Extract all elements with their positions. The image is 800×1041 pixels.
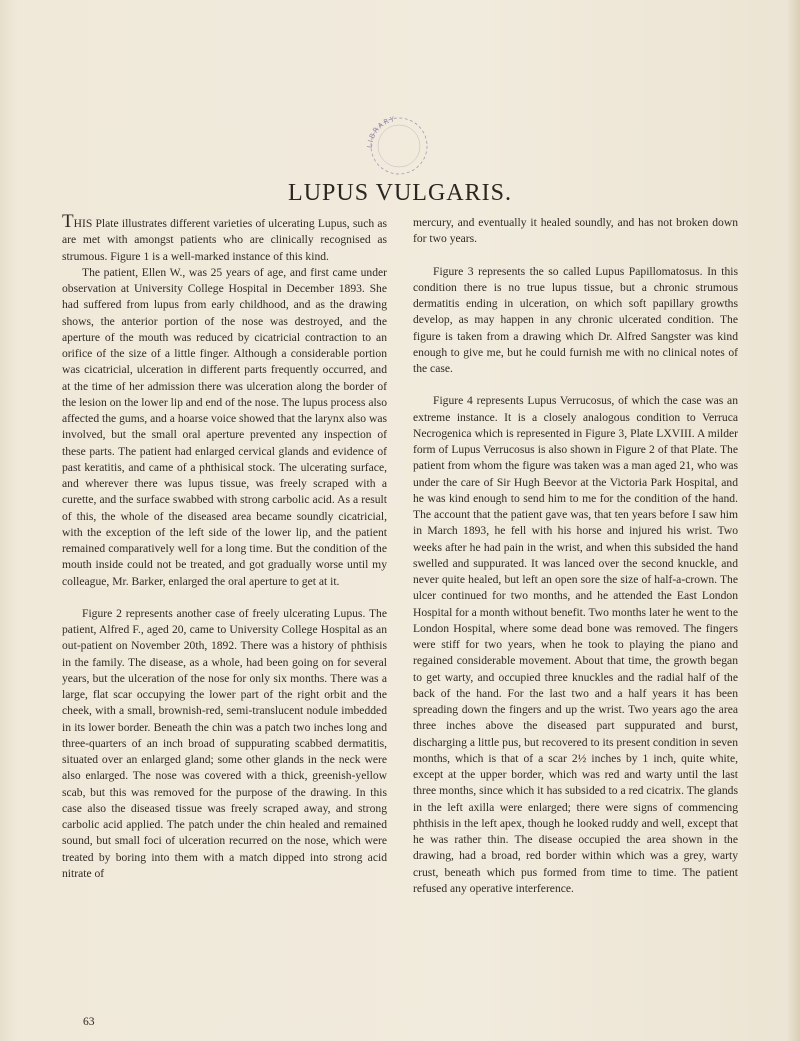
paragraph-figure-4: Figure 4 represents Lupus Verrucosus, of which the case was an extreme instance. It is a closely analogous condition to Verruca Necrogenica which is represented in Figure 3, Plate LXVIII. A milder form of Lupus Verrucosus is also shown in Figure 2 of that Plate. The patient from whom the figure was taken was a man aged 21, who was under the care of Sir Hugh Beevor at the Victoria Park Hospital, and he was kind enough to send him to me for the condition of the hand. The account that the patient gave was, that ten years before I saw him in March 1893, he fell with his horse and injured his wrist. Two weeks after he had pain in the wrist, and when this subsided the hand swelled and suppurated. It was lanced over the second knuckle, and never quite healed, but left an open sore the size of half-a-crown. The ulcer continued for two months, and he attended the East London Hospital for a month without benefit. Two months later he went to the London Hospital, where some dead bone was removed. The fingers were stiff for two years, when he took to playing the piano and regained considerable movement. About that time, the growth began to get warty, and occupied three knuckles and the radial half of the back of the hand. For the last two and a half years it has been spreading down the fingers and up the wrist. Two years ago the area three inches above the diseased part suppurated and burst, discharging a little pus, but recovered to its present condition in seven months, which is that of a scar 2½ inches by 1 inch, quite white, except at the upper border, which was red and warty until the last three months, since which it has subsided to a red cicatrix. The glands in the left axilla were enlarged; there were signs of commencing phthisis in the left apex, though he looked ruddy and well, except that he was rather thin. The disease occupied the area shown in the drawing, had a broad, red border within which was a grey, warty crust, beneath which pus formed from time to time. The patient refused any operative interference. [413, 394, 738, 895]
drop-cap: T [62, 211, 74, 232]
intro-paragraph [62, 211, 387, 265]
library-stamp-icon [362, 108, 436, 180]
left-column [62, 211, 387, 882]
paragraph-continuation: mercury, and eventually it healed soundly, and has not broken down for two years. [413, 216, 738, 246]
right-column [413, 215, 738, 897]
intro-text: HIS Plate illustrates different varieties of ulcerating Lupus, such as are met with amongst patients who are clinically recognised as strumous. Figure 1 is a well-marked instance of this kind. [62, 217, 387, 263]
stamp-text: LIBRARY [365, 115, 397, 149]
paragraph-figure-1: The patient, Ellen W., was 25 years of age, and first came under observation at University College Hospital in December 1893. She had suffered from lupus from early childhood, and as the drawing shows, the anterior portion of the nose was destroyed, and the aperture of the mouth was reduced by cicatricial contraction to an orifice of the size of a little finger. Although a considerable portion was cicatricial, ulceration in different parts frequently occurred, and at the time of her admission there was ulceration along the border of the lesion on the lower lip and end of the nose. The lupus process also affected the gums, and a hoarse voice showed that the larynx also was involved, but the small oral aperture prevented any inspection of these parts. The patient had enlarged cervical glands and evidence of past keratitis, and came of a phthisical stock. The ulcerating surface, and wherever there was lupus tissue, was freely scraped with a curette, and the surface swabbed with strong carbolic acid. As a result of this, the whole of the diseased area became soundly cicatricial, with the exception of the left side of the lower lip, and the patient remained comparatively well for a long time. But the condition of the mouth inside could not be treated, and got gradually worse until my colleague, Mr. Barker, enlarged the oral aperture to get at it. [62, 265, 387, 588]
page-number: 63 [83, 1015, 95, 1028]
page-edge [786, 0, 800, 1041]
page-title: LUPUS VULGARIS. [288, 180, 512, 206]
paragraph-figure-2: Figure 2 represents another case of freely ulcerating Lupus. The patient, Alfred F., aged 20, came to University College Hospital as an out-patient on November 20th, 1892. There was a history of phthisis in the family. The disease, as a whole, had been going on for several years, but the ulceration of the nose for only six months. There was a large, flat scar occupying the lower part of the right orbit and the cheek, with a small, brownish-red, semi-translucent nodule imbedded in its lower border. Beneath the chin was a patch two inches long and three-quarters of an inch broad of suppurating scabbed dermatitis, situated over an enlarged gland; some other glands in the neck were also enlarged. The nose was covered with a thick, greenish-yellow scab, but this was removed for the purpose of the drawing. In this case also the diseased tissue was freely scraped away, and strong carbolic acid applied. The patch under the chin healed and remained sound, but small foci of ulceration recurred on the nose, which were treated by boring into them with a match dipped into strong acid nitrate of [62, 606, 387, 880]
svg-text:LIBRARY [366, 115, 397, 148]
paragraph-figure-3: Figure 3 represents the so called Lupus Papillomatosus. In this condition there is no true lupus tissue, but a chronic strumous dermatitis ending in ulceration, on which soft papillary growths develop, as may happen in any chronic ulcerated condition. The figure is taken from a drawing which Dr. Alfred Sangster was kind enough to give me, but he could furnish me with no clinical notes of the case. [413, 264, 738, 375]
